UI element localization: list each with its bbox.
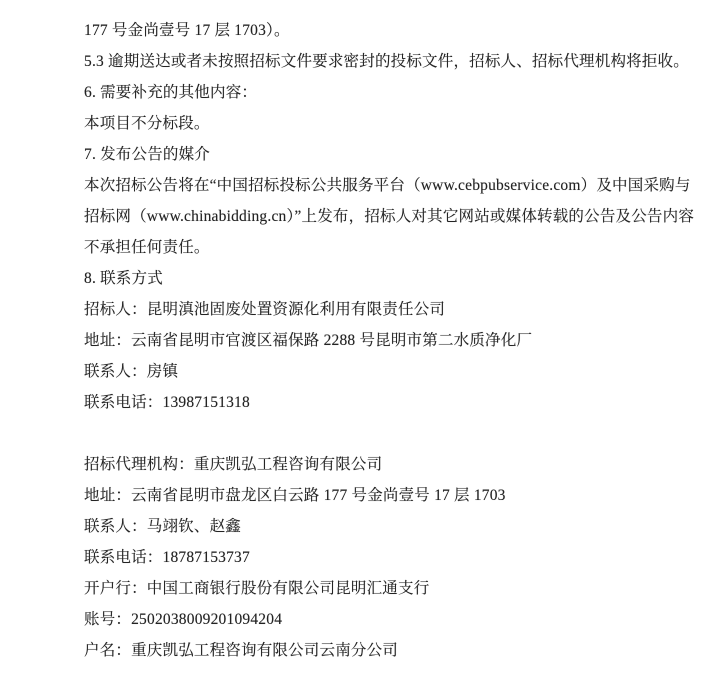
document-line-media-1: 本次招标公告将在“中国招标投标公共服务平台（www.cebpubservice.com）及中国采购与 [84,177,691,194]
document-line-tenderer-address: 地址：云南省昆明市官渡区福保路 2288 号昆明市第二水质净化厂 [84,332,533,349]
document-line-tenderer-name: 招标人：昆明滇池固废处置资源化利用有限责任公司 [84,301,446,318]
blank-line [84,418,705,449]
document-line-address-tail: 177 号金尚壹号 17 层 1703）。 [84,22,290,39]
document-line-media-2: 招标网（www.chinabidding.cn）”上发布，招标人对其它网站或媒体转载的公告及公告内容 [84,208,695,225]
document-line-media-3: 不承担任何责任。 [84,239,210,256]
document-line-section-6-heading: 6. 需要补充的其他内容： [84,84,258,101]
document-line-section-7-heading: 7. 发布公告的媒介 [84,146,211,163]
document-line-no-lots: 本项目不分标段。 [84,115,210,132]
document-line-agency-contacts: 联系人：马翊钦、赵鑫 [84,518,242,535]
document-line-tenderer-phone: 联系电话：13987151318 [84,394,250,411]
document-line-agency-name: 招标代理机构：重庆凯弘工程咨询有限公司 [84,456,383,473]
document-line-bank-name: 开户行：中国工商银行股份有限公司昆明汇通支行 [84,580,430,597]
document-line-clause-5-3: 5.3 逾期送达或者未按照招标文件要求密封的投标文件，招标人、招标代理机构将拒收。 [84,53,689,70]
document-line-account-number: 账号：2502038009201094204 [84,611,283,628]
document-line-section-8-heading: 8. 联系方式 [84,270,163,287]
document-line-agency-address: 地址：云南省昆明市盘龙区白云路 177 号金尚壹号 17 层 1703 [84,487,506,504]
document-line-tenderer-contact: 联系人：房镇 [84,363,179,380]
document-line-agency-phone: 联系电话：18787153737 [84,549,250,566]
document-line-account-name: 户名：重庆凯弘工程咨询有限公司云南分公司 [84,642,399,659]
